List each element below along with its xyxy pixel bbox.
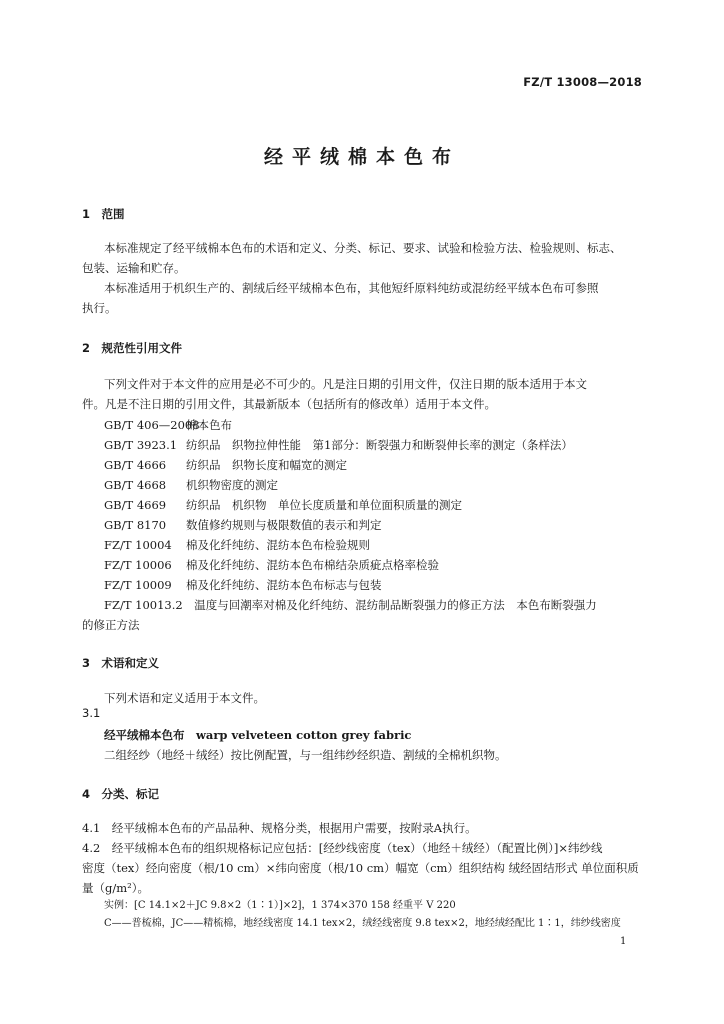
reference-title: 纺织品 机织物 单位长度质量和单位面积质量的测定: [186, 498, 462, 512]
reference-item: [104, 555, 439, 575]
section-2-paragraph-line-1: 下列文件对于本文件的应用是必不可少的。凡是注日期的引用文件，仅注日期的版本适用于本文: [104, 377, 587, 391]
document-title: 经平绒棉本色布: [263, 146, 460, 168]
reference-code: FZ/T 10006: [104, 558, 172, 572]
reference-title: 数值修约规则与极限数值的表示和判定: [186, 518, 382, 532]
reference-title: 棉及化纤纯纺、混纺本色布标志与包装: [186, 578, 382, 592]
term-english: warp velveteen cotton grey fabric: [196, 728, 412, 742]
term-definition: 二组经纱（地经＋绒经）按比例配置，与一组纬纱经织造、割绒的全棉机织物。: [104, 748, 507, 762]
reference-code: GB/T 3923.1: [104, 438, 178, 452]
term-chinese: 经平绒棉本色布: [104, 728, 185, 742]
section-1-paragraph-2-line-1: 本标准适用于机织生产的、割绒后经平绒棉本色布，其他短纤原料纯纺或混纺经平绒本色布可参照: [104, 281, 599, 295]
section-3-intro: 下列术语和定义适用于本文件。: [104, 691, 265, 705]
reference-code: GB/T 406—2008: [104, 418, 200, 432]
example-line: 实例：[C 14.1×2＋JC 9.8×2（1∶1）]×2]，1 374×370 158 经重平 V 220: [104, 900, 456, 911]
clause-4-2-line-1: 4.2 经平绒棉本色布的组织规格标记应包括：[经纱线密度（tex）（地经＋绒经）（配置比例）]×纬纱线: [82, 841, 603, 855]
section-3-heading: 3 术语和定义: [82, 656, 160, 670]
section-4-heading: 4 分类、标记: [82, 787, 160, 801]
reference-item: [104, 575, 382, 595]
section-1-heading: 1 范围: [82, 207, 125, 221]
reference-code: GB/T 4668: [104, 478, 167, 492]
reference-title: 棉及化纤纯纺、混纺本色布检验规则: [186, 538, 370, 552]
section-1-paragraph-1-line-2: 包装、运输和贮存。: [82, 261, 186, 275]
reference-item: [104, 435, 573, 455]
reference-code: FZ/T 10009: [104, 578, 172, 592]
term-entry: [104, 725, 411, 745]
reference-item: [104, 455, 347, 475]
page-number: 1: [620, 936, 627, 947]
reference-title: 棉本色布: [186, 418, 232, 432]
document-code: FZ/T 13008—2018: [523, 75, 642, 89]
reference-code: GB/T 8170: [104, 518, 167, 532]
reference-code: GB/T 4666: [104, 458, 167, 472]
reference-item: [104, 495, 462, 515]
reference-item: [104, 515, 382, 535]
reference-title: 棉及化纤纯纺、混纺本色布棉结杂质疵点格率检验: [186, 558, 439, 572]
example-note: C——普梳棉，JC——精梳棉，地经线密度 14.1 tex×2，绒经线密度 9.8 tex×2，地经绒经配比 1∶1，纬纱线密度: [104, 918, 621, 929]
reference-item: [104, 475, 278, 495]
reference-title: 机织物密度的测定: [186, 478, 278, 492]
reference-item: [104, 415, 232, 435]
reference-item-last-line-2: 的修正方法: [82, 618, 140, 632]
reference-code: FZ/T 10004: [104, 538, 172, 552]
section-2-paragraph-line-2: 件。凡是不注日期的引用文件，其最新版本（包括所有的修改单）适用于本文件。: [82, 397, 496, 411]
reference-title: 纺织品 织物拉伸性能 第1部分：断裂强力和断裂伸长率的测定（条样法）: [186, 438, 573, 452]
section-2-heading: 2 规范性引用文件: [82, 341, 183, 355]
section-1-paragraph-1-line-1: 本标准规定了经平绒棉本色布的术语和定义、分类、标记、要求、试验和检验方法、检验规则、标志、: [104, 241, 622, 255]
clause-4-2-line-3: 量（g/m²）。: [82, 881, 150, 895]
reference-item-last-line-1: FZ/T 10013.2 温度与回潮率对棉及化纤纯纺、混纺制品断裂强力的修正方法 本色布断裂强力: [104, 598, 597, 612]
clause-4-2-line-2: 密度（tex）经向密度（根/10 cm）×纬向密度（根/10 cm）幅宽（cm）组织结构 绒经固结形式 单位面积质: [82, 861, 639, 875]
reference-title: 纺织品 织物长度和幅宽的测定: [186, 458, 347, 472]
reference-item: [104, 535, 370, 555]
clause-4-1: 4.1 经平绒棉本色布的产品品种、规格分类，根据用户需要，按附录A执行。: [82, 821, 477, 835]
term-number: 3.1: [82, 706, 101, 720]
reference-code: GB/T 4669: [104, 498, 167, 512]
section-1-paragraph-2-line-2: 执行。: [82, 301, 117, 315]
